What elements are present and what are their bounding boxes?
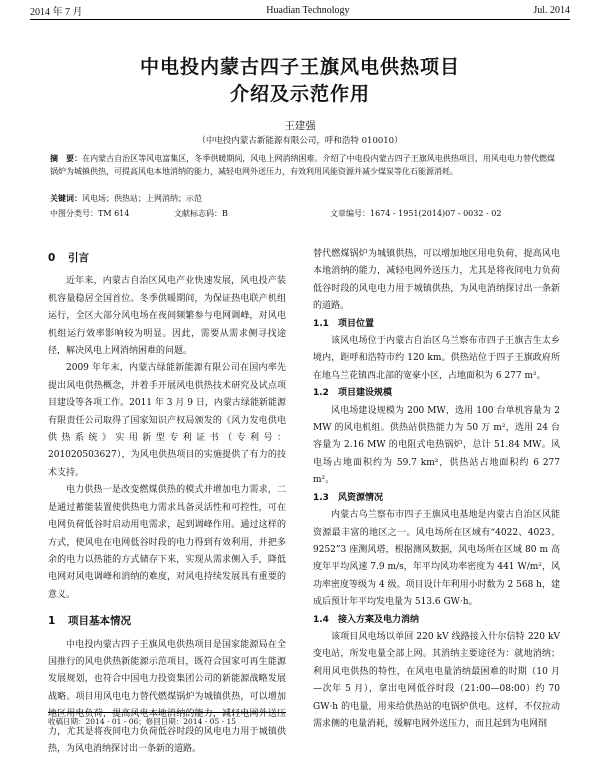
abstract-label: 摘 要： bbox=[50, 154, 83, 163]
paragraph-continued: 替代燃煤锅炉为城镇供热，可以增加地区用电负荷，提高风电本地消纳的能力，减轻电网外送压力，尤其是将夜间电力负荷低谷时段的风电电力用于城镇供热，为风电消纳探讨出一条新的道路。 bbox=[313, 249, 560, 312]
section-heading: 0 引言 bbox=[48, 252, 89, 264]
paragraph: 风电场建设规模为 200 MW，选用 100 台单机容量为 2 MW 的风电机组。供热站供热能力为 50 万 m²，选用 24 台容量为 2.16 MW 的电阻式电热锅炉，总计 51.84 MW。风电场占地面积约为 59.7 km²，供热站占地面积约 6 277 m²。 bbox=[313, 405, 560, 486]
classification bbox=[50, 208, 555, 219]
subsection-heading: 1.2 项目建设规模 bbox=[313, 388, 392, 399]
doc-code: 文献标志码：B bbox=[174, 209, 228, 218]
paragraph: 内蒙古乌兰察布市四子王旗风电基地是内蒙古自治区风能资源最丰富的地区之一。风电场所在区域有“4022、4023、9252”3 座测风塔，根据测风数据，风电场所在区域 80 m 高度年平均风速 7.9 m/s，年平均风功率密度为 441 W/m²，风功率密度等级为 4 级。项目设计年利用小时数为 2 568 h，建成后预计年平均发电量为 513.6 GW·h。 bbox=[313, 510, 560, 608]
subsection-heading: 1.1 项目位置 bbox=[313, 318, 374, 329]
header-date: 2014 年 7 月 bbox=[30, 6, 83, 18]
article-number: 文章编号：1674 - 1951(2014)07 - 0032 - 02 bbox=[330, 209, 502, 218]
header-date-en: Jul. 2014 bbox=[533, 4, 570, 16]
subsection-heading: 1.3 风资源情况 bbox=[313, 492, 383, 503]
paragraph: 电力供热一是改变燃煤供热的模式并增加电力需求，二是通过蓄能装置使供热电力需求具备灵活性和可控性，可在电网负荷低谷时启动用电需求，起到调峰作用。通过这样的方式，使风电在电网低谷时段的电力得到有效利用，并把多余的电力以热能的方式储存下来，实现从需求侧入手，降低电网对风电调峰和消纳的难度，对风电持续发展具有重要的意义。 bbox=[48, 485, 286, 600]
paragraph: 近年来，内蒙古自治区风电产业快速发展，风电投产装机容量稳居全国首位。冬季供暖期间，为保证热电联产机组运行，全区大部分风电场在夜间频繁参与电网调峰，对风电机组运行效率影响较为明显。因此，需要从需求侧寻找途径，解决风电上网消纳困难的问题。 bbox=[48, 276, 286, 357]
clc-number: 中图分类号：TM 614 bbox=[50, 209, 130, 218]
title-line-2: 介绍及示范作用 bbox=[229, 83, 370, 105]
paragraph: 2009 年年末，内蒙古绿能新能源有限公司在国内率先提出风电供热概念，并着手开展风电供热技术研究及试点项目建设等各项工作。2011 年 3 月 9 日，内蒙古绿能新能源有限责任公司取得了国家知识产权局颁发的《风力发电供电供热系统》实用新型专利证书（专利号：201020503627），为风电供热项目的实施提供了有力的技术支持。 bbox=[48, 363, 286, 478]
affiliation: （中电投内蒙古新能源有限公司，呼和浩特 010010） bbox=[197, 136, 403, 146]
abstract bbox=[50, 152, 555, 178]
author: 王建强 bbox=[284, 120, 316, 132]
section-heading: 1 项目基本情况 bbox=[48, 615, 131, 628]
right-column bbox=[313, 246, 560, 733]
title-line-1: 中电投内蒙古四子王旗风电供热项目 bbox=[139, 56, 460, 78]
keywords bbox=[50, 193, 202, 204]
header-journal: Huadian Technology bbox=[266, 4, 350, 16]
keywords-text: 风电场；供热站；上网消纳；示范 bbox=[82, 194, 202, 203]
subsection-heading: 1.4 接入方案及电力消纳 bbox=[313, 614, 419, 625]
paragraph: 该项目风电场以单回 220 kV 线路接入什尔信特 220 kV 变电站，所发电量全部上网。其消纳主要途径为：就地消纳；利用风电供热的特性，在风电电量消纳最困难的时期（10 月—次年 5 月），拿出电网低谷时段（21:00—08:00）约 70 GW·h 的电量，用来给供热站的电锅炉供电。这样，不仅拉动需求侧的电量消耗，缓解电网外送压力，而且起到为电网削 bbox=[313, 631, 560, 729]
abstract-text: 在内蒙古自治区等风电富集区，冬季供暖期间，风电上网消纳困难。介绍了中电投内蒙古四子王旗风电供热项目，用风电电力替代燃煤锅炉为城镇供热，可提高风电本地消纳的能力，减轻电网外送压力，有效利用风能资源并减少煤炭等化石能源消耗。 bbox=[50, 154, 556, 176]
running-header bbox=[30, 2, 570, 18]
paragraph: 中电投内蒙古四子王旗风电供热项目是国家能源局在全国推行的风电供热新能源示范项目，既符合国家可再生能源发展规划，也符合中国电力投资集团公司的新能源战略发展战略。项目用风电电力替代燃煤锅炉为城镇供热，可以增加地区用电负荷，提高风电本地消纳的能力，减轻电网外送压力，尤其是将夜间电力负荷低谷时段的风电电力用于城镇供热，为风电消纳探讨出一条新的道路。 bbox=[48, 639, 286, 754]
paragraph: 该风电场位于内蒙古自治区乌兰察布市四子王旗吉生太乡境内，距呼和浩特市约 120 km。供热站位于四子王旗政府所在地乌兰花镇西北部的宽豪小区，占地面积为 6 277 m²。 bbox=[313, 336, 560, 381]
received-date: 收稿日期：2014 - 01 - 06；修回日期：2014 - 05 - 15 bbox=[48, 712, 286, 727]
header-rule bbox=[30, 19, 570, 20]
keywords-label: 关键词： bbox=[50, 194, 82, 203]
